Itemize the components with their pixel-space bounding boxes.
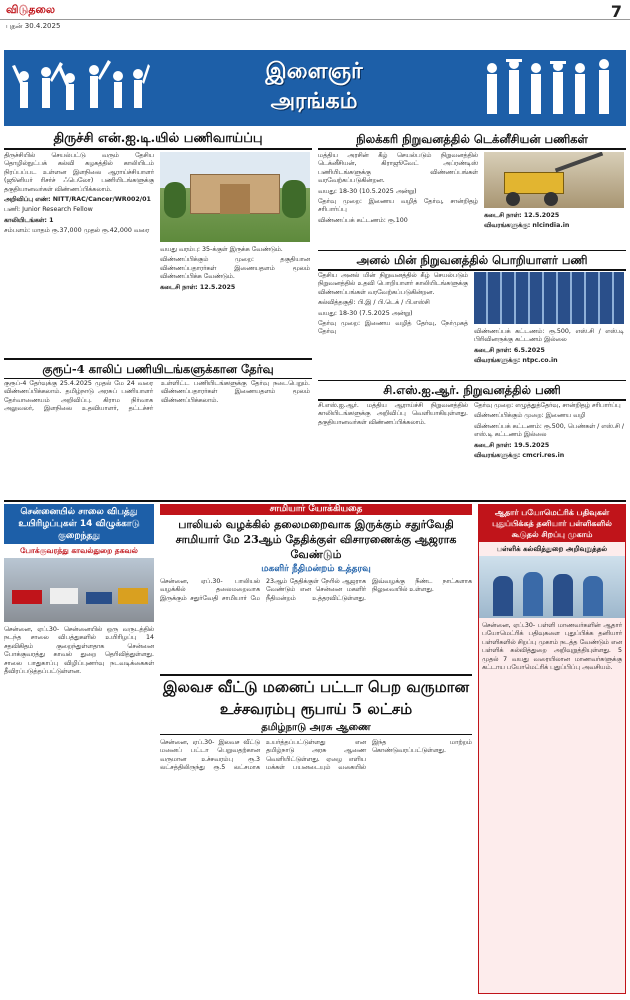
apply-method: விண்ணப்பிக்கும் முறை: தகுதியான விண்ணப்பதாரர்கள் இணையதளம் மூலம் விண்ணப்பிக்க வேண்டும். <box>160 256 310 281</box>
article-body <box>318 152 478 246</box>
body-text: தேசிய அனல் மின் நிறுவனத்தில் கீழ் செயல்படும் நிறுவனத்தில் உதவி பொறியாளர் காலியிடங்களுக்கு விண்ணப்பங்கள் வரவேற்கப்படுகின்றன. <box>318 272 468 296</box>
post-name: பணி: Junior Research Fellow <box>4 206 93 214</box>
article-kicker: சாமியார் யோக்கியதை <box>160 504 472 515</box>
traffic-photo <box>4 558 154 622</box>
students-photo <box>479 556 625 618</box>
article-group4-exam <box>4 358 312 498</box>
solar-panels-photo <box>474 272 624 324</box>
selection-mode: தேர்வு முறை: இணைய வழித் தேர்வு, சான்றிதழ் சரிபார்ப்பு <box>318 198 478 214</box>
article-subheadline: பள்ளிக் கல்வித்துறை அறிவுறுத்தல் <box>496 545 608 553</box>
article-headline: அனல் மின் நிறுவனத்தில் பொறியாளர் பணி <box>318 250 626 271</box>
banner-title-line2: அரங்கம் <box>270 88 358 114</box>
article-neyveli-jobs <box>318 130 626 248</box>
issue-date: புதன் 30.4.2025 <box>6 22 61 30</box>
article-meta <box>474 402 624 496</box>
apply-method: விண்ணப்பிக்கும் முறை: இணைய வழி <box>474 412 586 420</box>
application-fee: விண்ணப்பக் கட்டணம்: ரூ.100 <box>318 216 408 224</box>
advert-number: அறிவிப்பு எண்: NITT/RAC/Cancer/WR002/01 <box>4 196 151 204</box>
page-number: 7 <box>610 2 622 21</box>
article-nit-jobs <box>4 130 312 356</box>
article-subheadline: தமிழ்நாடு அரசு ஆணை <box>160 722 472 735</box>
article-headline: ஆதார் பயோமெட்ரிக் பதிவுகள் புதுப்பிக்கத் தனியார் பள்ளிகளில் கூடுதல் சிறப்பு முகாம் <box>479 505 625 542</box>
qualification: கல்வித்தகுதி: பி.இ / பி.டெக் / பி.எஸ்சி <box>318 299 430 307</box>
website: விவரங்களுக்கு: nlcindia.in <box>484 222 570 230</box>
application-fee: விண்ணப்பக் கட்டணம்: ரூ.500, பெண்கள் / எஸ்.சி / எஸ்.டி கட்டணம் இல்லை <box>474 422 624 439</box>
article-subheadline: போக்குவரத்து காவல்துறை தகவல் <box>20 546 138 555</box>
article-chennai-accidents <box>4 504 154 994</box>
age-limit: வயது வரம்பு: 35-க்குள் இருக்க வேண்டும். <box>160 246 283 253</box>
article-body-right <box>160 246 310 352</box>
section-banner <box>4 50 626 126</box>
vacancies: காலியிடங்கள்: 1 <box>4 216 54 224</box>
section-divider <box>4 500 626 502</box>
last-date: கடைசி நாள்: 6.5.2025 <box>474 346 545 354</box>
last-date: கடைசி நாள்: 19.5.2025 <box>474 441 550 449</box>
body-text: சி.எஸ்.ஐ.ஆர். மத்திய ஆராய்ச்சி நிறுவனத்தில் காலியிடங்களுக்கு அறிவிப்பு வெளியாகியுள்ளது. தகுதியானவர்கள் விண்ணப்பிக்கலாம். <box>318 402 468 426</box>
article-school-aadhaar <box>478 504 626 994</box>
body-text: திருச்சியில் செயல்பட்டு வரும் தேசிய தொழில்நுட்பக் கல்வி கழகத்தில் காலியிடம் நிரப்பப்பட உள்ளன இளநிலை ஆராய்ச்சியாளர் (ஜூனியர் ரிசர்ச் ஃபெலோ) பணியிடங்களுக்கு தகுதியானவர்கள் விண்ணப்பிக்கலாம். <box>4 152 154 193</box>
article-headline: குரூப்-4 காலிப் பணியிடங்களுக்கான தேர்வு <box>4 358 312 379</box>
article-body: சென்னை, ஏப்.30- பள்ளி மாணவர்களின் ஆதார் பயோமெட்ரிக் பதிவுகளை புதுப்பிக்க தனியார் பள்ளிகளில் சிறப்பு முகாம் நடத்த வேண்டும் என பள்ளிக் கல்வித்துறை அறிவுறுத்தியுள்ளது. 5 முதல் 7 வயது வரையிலான மாணவர்களுக்கு கட்டாய பயோமெட்ரிக் புதுப்பிப்பு அவசியம். <box>482 622 622 672</box>
article-headline: நிலக்கரி நிறுவனத்தில் டெக்னீசியன் பணிகள் <box>318 130 626 150</box>
selection-mode: தேர்வு முறை: இணைய வழித் தேர்வு, நேர்முகத் தேர்வு <box>318 320 468 336</box>
article-housing-patta <box>160 674 472 994</box>
article-body: சென்னை, ஏப்.30- இலவச வீட்டு மனைப் பட்டா பெறுவதற்கான வருமான உச்சவரம்பு ரூ.3 லட்சத்திலிருந்து ரூ.5 லட்சமாக உயர்த்தப்பட்டுள்ளது என தமிழ்நாடு அரசு ஆணை வெளியிட்டுள்ளது. ஏழை எளிய மக்கள் பயனடையும் வகையில் இந்த மாற்றம் கொண்டுவரப்பட்டுள்ளது. <box>160 739 472 772</box>
age-limit: வயது: 18-30 (10.5.2025 அன்று) <box>318 187 417 195</box>
celebration-silhouettes-icon <box>10 54 150 122</box>
last-date: கடைசி நாள்: 12.5.2025 <box>484 212 560 219</box>
application-fee: விண்ணப்பக் கட்டணம்: ரூ.500, எஸ்.சி / எஸ்.டி பிரிவினருக்கு கட்டணம் இல்லை <box>474 328 624 344</box>
graduates-silhouettes-icon <box>480 54 620 122</box>
article-body <box>4 380 310 496</box>
banner-title <box>154 56 474 116</box>
body-text: மத்திய அரசின் கீழ் செயல்படும் நிறுவனத்தில் டெக்னீசியன், கிராஜூவேட் அப்ரண்டிஸ் பணியிடங்களுக்கு விண்ணப்பங்கள் வரவேற்கப்படுகின்றன. <box>318 152 478 185</box>
article-headline: திருச்சி என்.ஐ.டி.யில் பணிவாய்ப்பு <box>4 130 312 150</box>
article-subheadline: மகளிர் நீதிமன்றம் உத்தரவு <box>261 564 371 574</box>
article-headline: சி.எஸ்.ஐ.ஆர். நிறுவனத்தில் பணி <box>318 380 626 401</box>
article-headline: பாலியல் வழக்கில் தலைமறைவாக இருக்கும் சதுர்வேதி சாமியார் மே 23ஆம் தேதிக்குள் விசாரணைக்கு ஆஜராக வேண்டும் <box>175 518 457 561</box>
article-meta <box>474 328 624 376</box>
website: விவரங்களுக்கு: ntpc.co.in <box>474 357 558 365</box>
article-samiyar-case <box>160 504 472 670</box>
article-body: சென்னை, ஏப்.30- சென்னையில் ஒரு வருடத்தில் நடந்த சாலை விபத்துகளில் உயிரிழப்பு 14 சதவிகிதம் குறைந்துள்ளதாக சென்னை போக்குவரத்து காவல் துறை தெரிவித்துள்ளது. சாலை பாதுகாப்பு விழிப்புணர்வு நடவடிக்கைகள் தீவிரப்படுத்தப்பட்டுள்ளன. <box>4 626 154 676</box>
machinery-photo <box>484 152 624 208</box>
article-headline: இலவச வீட்டு மனைப் பட்டா பெற வருமான உச்சவரம்பு ரூபாய் 5 லட்சம் <box>160 674 472 720</box>
article-power-jobs <box>318 250 626 378</box>
salary: சம்பளம்: மாதம் ரூ.37,000 முதல் ரூ.42,000 வரை <box>4 227 150 235</box>
article-body <box>318 272 468 376</box>
masthead <box>0 0 630 20</box>
last-date: கடைசி நாள்: 12.5.2025 <box>160 283 236 291</box>
age-limit: வயது: 18-30 (7.5.2025 அன்று) <box>318 309 413 317</box>
newspaper-name: விடுதலை <box>6 3 56 16</box>
article-body: சென்னை, ஏப்.30- பாலியல் வழக்கில் தலைமறைவாக இருக்கும் சதுர்வேதி சாமியார் மே 23ஆம் தேதிக்குள் நேரில் ஆஜராக வேண்டும் என சென்னை மகளிர் நீதிமன்றம் உத்தரவிட்டுள்ளது. இவ்வழக்கு நீண்ட நாட்களாக நிலுவையில் உள்ளது. <box>160 578 472 602</box>
article-body <box>4 152 154 352</box>
article-headline: சென்னையில் சாலை விபத்து உயிரிழப்புகள் 14 விழுக்காடு குறைந்தது <box>4 504 154 544</box>
article-cisr-jobs <box>318 380 626 498</box>
campus-photo <box>160 152 310 242</box>
article-meta <box>484 212 624 246</box>
article-body <box>318 402 468 496</box>
website: விவரங்களுக்கு: cmcri.res.in <box>474 452 565 460</box>
body-text: குரூப்-4 தேர்வுக்கு 25.4.2025 முதல் மே 24 வரை விண்ணப்பிக்கலாம். தமிழ்நாடு அரசுப் பணியாளர் தேர்வாணையம் அறிவிப்பு. கிராம நிர்வாக அலுவலர், இளநிலை உதவியாளர், தட்டச்சர் உள்ளிட்ட பணியிடங்களுக்கு தேர்வு நடைபெறும். விண்ணப்பதாரர்கள் இணையதளம் மூலம் விண்ணப்பிக்கலாம். <box>4 380 310 413</box>
selection-mode: தேர்வு முறை: எழுத்துத்தேர்வு, சான்றிதழ் சரிபார்ப்பு <box>474 402 621 409</box>
banner-title-line1: இளைஞர் <box>265 58 363 84</box>
